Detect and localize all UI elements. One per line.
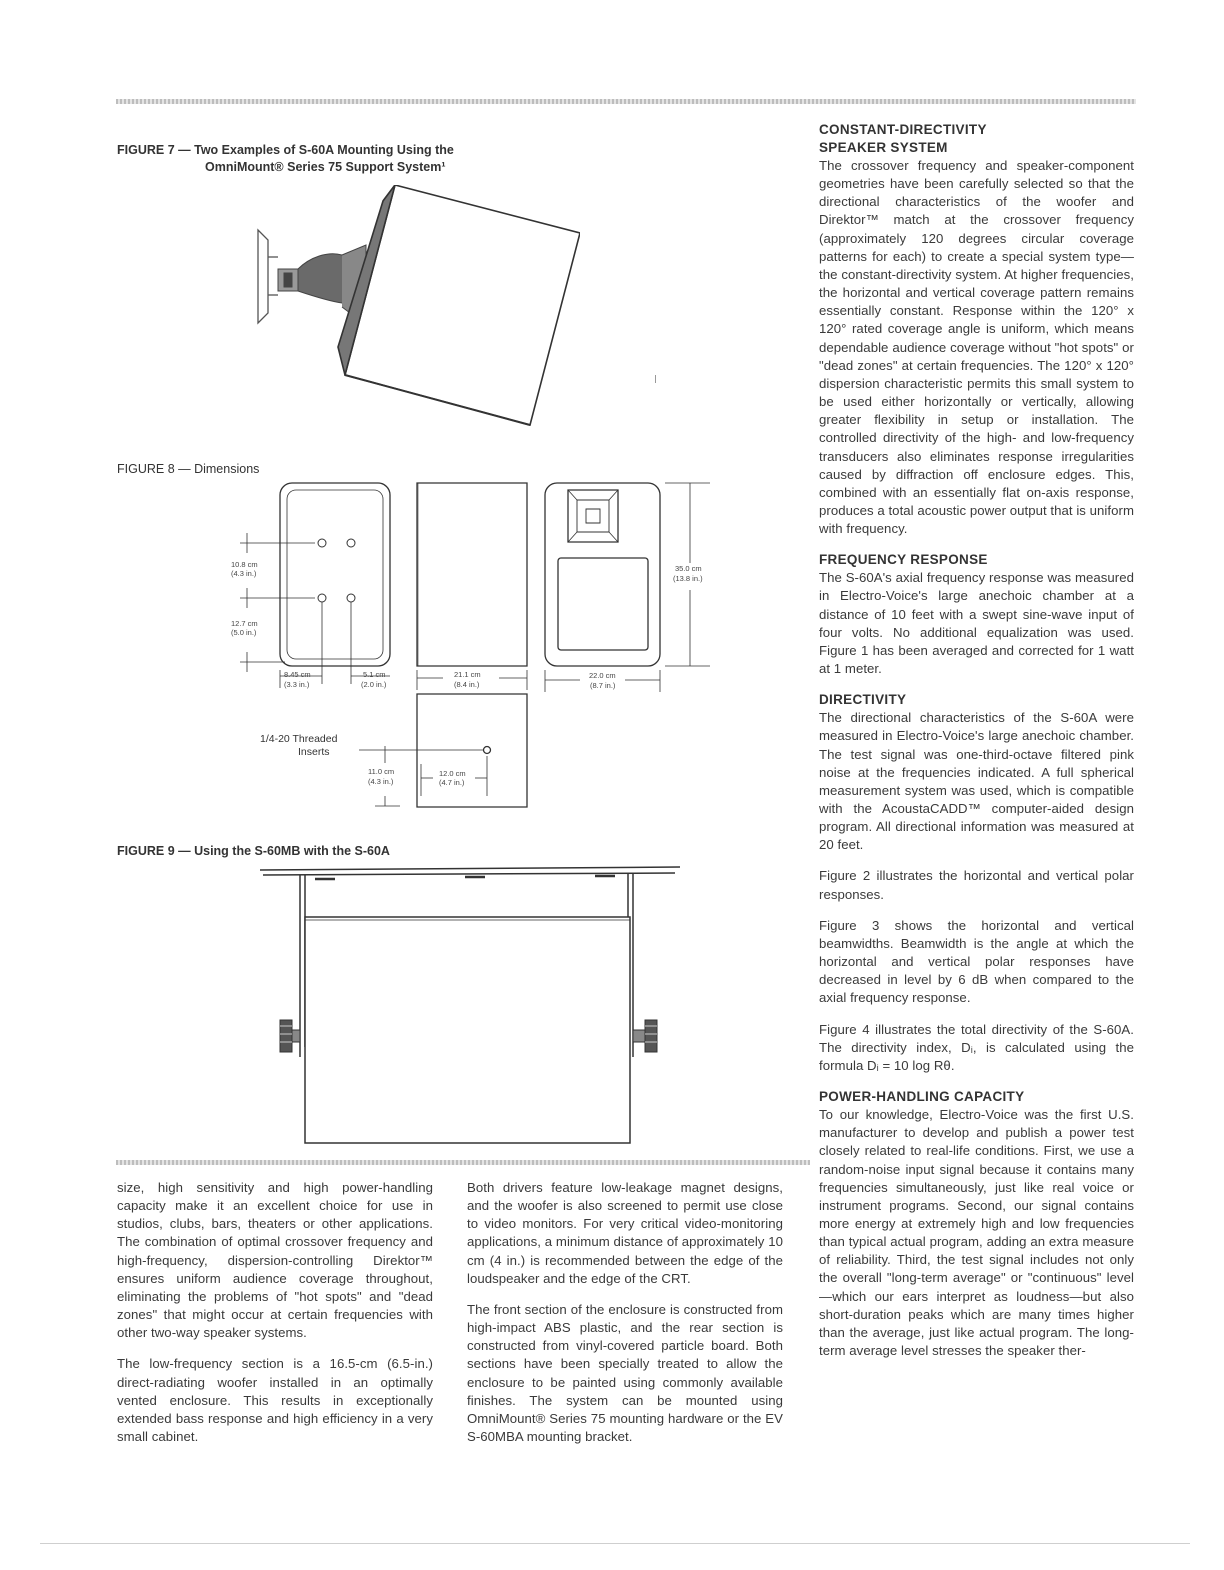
directivity-body-3: Figure 3 shows the horizontal and vertical beamwidths. Beamwidth is the angle at which the horizontal and vertical polar responses have decreased in level by 6 dB when compared to the axial frequency response. xyxy=(819,917,1134,1006)
dim-4-7-in: (4.7 in.) xyxy=(439,778,465,787)
side-view xyxy=(417,483,527,666)
dim-5-0-in: (5.0 in.) xyxy=(231,628,257,637)
directivity-heading: DIRECTIVITY xyxy=(819,692,907,708)
dim-3-3-in: (3.3 in.) xyxy=(284,680,310,689)
left-paragraph-1: size, high sensitivity and high power-handling capacity make it an excellent choice for use in studios, clubs, bars, theaters or other applications. The combination of optimal crossover frequency and high-frequency, dispersion-controlling Direktor™ ensures uniform audience coverage throughout, eliminating the problems of "hot spots" and "dead zones" that might occur at certain frequencies with other two-way speaker systems. xyxy=(117,1180,433,1341)
threaded-inserts-label-line2: Inserts xyxy=(298,746,330,758)
power-handling-body: To our knowledge, Electro-Voice was the first U.S. manufacturer to develop and publish a power test closely related to real-life conditions. First, we use a random-noise input signal because it contains many frequencies simultaneously, just like real voice or instrument programs. Second, our signal contains more energy at extremely high and low frequencies than typical actual program, adding an extra measure of reliability. Third, the test signal includes not only the overall "long-term average" or "continuous" level—which our ears interpret as loudness—but also short-duration peaks which are many times higher than the average, just like actual program. The long-term average level stresses the speaker ther- xyxy=(819,1107,1134,1359)
figure8-caption: FIGURE 8 — Dimensions xyxy=(117,462,260,476)
directivity-body-1: The directional characteristics of the S-60A were measured in Electro-Voice's large anechoic chamber. The test signal was one-third-octave filtered pink noise at the frequencies indicated. A full spherical measurement system was used, which is compatible with the AcoustaCADD™ computer-aided design program. All directional information was measured at 20 feet. xyxy=(819,710,1134,853)
directivity-body-2: Figure 2 illustrates the horizontal and vertical polar responses. xyxy=(819,868,1134,902)
left-column xyxy=(117,1179,433,1459)
middle-column xyxy=(467,1179,783,1459)
top-rule xyxy=(116,99,1136,104)
bottom-text-rule xyxy=(116,1160,810,1165)
figure7-caption xyxy=(117,142,537,176)
tilted-speaker xyxy=(338,185,580,425)
front-dim-lines xyxy=(545,483,710,692)
dim-10-8-cm: 10.8 cm xyxy=(231,560,258,569)
figure9-caption: FIGURE 9 — Using the S-60MB with the S-60A xyxy=(117,844,390,858)
dim-13-8-in: (13.8 in.) xyxy=(673,574,703,583)
dim-22-0-cm: 22.0 cm xyxy=(589,671,616,680)
bottom-dim-lines xyxy=(359,746,487,806)
dim-4-3-in: (4.3 in.) xyxy=(231,569,257,578)
threaded-inserts xyxy=(318,539,355,602)
figure7-caption-line1: Two Examples of S-60A Mounting Using the xyxy=(194,143,454,157)
bottom-view xyxy=(417,694,527,807)
dim-12-7-cm: 12.7 cm xyxy=(231,619,258,628)
dim-12-0-cm: 12.0 cm xyxy=(439,769,466,778)
dim-5-1-cm: 5.1 cm xyxy=(363,670,386,679)
figure8-dimensions-drawing xyxy=(225,478,715,808)
constant-directivity-section xyxy=(819,121,1134,538)
front-view xyxy=(545,483,660,666)
constant-directivity-body: The crossover frequency and speaker-component geometries have been carefully selected so that the directional characteristics of the woofer and Direktor™ match at the crossover frequency (approximately 120 degrees circular coverage patterns for each) to create a special system type—the constant-directivity system. At higher frequencies, the horizontal and vertical coverage pattern remains essentially constant. Response within the 120° x 120° rated coverage angle is uniform, which means dependable audience coverage without "hot spots" or "dead zones" at certain frequencies. The 120° x 120° dispersion characteristic permits this small system to be used either horizontally or vertically, allowing greater flexibility in setup or installation. The controlled directivity of the high- and low-frequency transducers also eliminates response irregularities caused by diffraction off enclosure edges. This, combined with an essentially flat on-axis response, produces a total acoustic power output that is uniform with frequency. xyxy=(819,158,1134,537)
dim-21-1-cm: 21.1 cm xyxy=(454,670,481,679)
wall-plate xyxy=(258,230,278,323)
power-handling-heading: POWER-HANDLING CAPACITY xyxy=(819,1089,1025,1105)
constant-directivity-heading-2: SPEAKER SYSTEM xyxy=(819,140,948,155)
right-column xyxy=(819,121,1134,1373)
frequency-response-heading: FREQUENCY RESPONSE xyxy=(819,552,988,568)
stray-mark xyxy=(655,375,656,383)
threaded-inserts-label-line1: 1/4-20 Threaded xyxy=(260,733,338,745)
dim-8-7-in: (8.7 in.) xyxy=(590,681,616,690)
figure7-caption-num: FIGURE 7 — xyxy=(117,143,191,157)
frequency-response-section xyxy=(819,551,1134,678)
middle-paragraph-2: The front section of the enclosure is constructed from high-impact ABS plastic, and the rear section is constructed from vinyl-covered particle board. Both sections have been specially treated to allow the enclosure to be painted using commonly available finishes. The system can be mounted using OmniMount® Series 75 mounting hardware or the EV S-60MBA mounting bracket. xyxy=(467,1301,783,1445)
rear-dim-lines xyxy=(240,533,390,688)
power-handling-section xyxy=(819,1088,1134,1360)
figure9-bracket-drawing xyxy=(255,862,685,1147)
dim-8-4-in: (8.4 in.) xyxy=(454,680,480,689)
dim-4-3-in-b: (4.3 in.) xyxy=(368,777,394,786)
figure7-mount-drawing xyxy=(250,185,580,445)
dim-11-0-cm: 11.0 cm xyxy=(368,767,395,776)
dim-8-45-cm: 8.45 cm xyxy=(284,670,311,679)
figure7-caption-line2: OmniMount® Series 75 Support System¹ xyxy=(205,160,446,174)
speaker-front xyxy=(305,917,630,1143)
rear-view xyxy=(280,483,390,666)
frequency-response-body: The S-60A's axial frequency response was measured in Electro-Voice's large anechoic chamber at a distance of 10 feet with a swept sine-wave input of four volts. No additional equalization was used. Figure 1 has been averaged and corrected for 1 watt at 1 meter. xyxy=(819,570,1134,677)
middle-paragraph-1: Both drivers feature low-leakage magnet designs, and the woofer is also screened to permit use close to video monitors. For very critical video-monitoring applications, a minimum distance of approximately 10 cm (4 in.) is recommended between the edge of the loudspeaker and the edge of the CRT. xyxy=(467,1180,783,1286)
directivity-section xyxy=(819,691,1134,1075)
dim-2-0-in: (2.0 in.) xyxy=(361,680,387,689)
footer-rule xyxy=(40,1543,1190,1544)
dim-35-0-cm: 35.0 cm xyxy=(675,564,702,573)
directivity-body-4: Figure 4 illustrates the total directivity of the S-60A. The directivity index, Dᵢ, is calculated using the formula Dᵢ = 10 log Rθ. xyxy=(819,1021,1134,1073)
left-paragraph-2: The low-frequency section is a 16.5-cm (6.5-in.) direct-radiating woofer installed in an optimally vented enclosure. This results in exceptionally extended bass response and high efficiency in a very small cabinet. xyxy=(117,1356,433,1445)
constant-directivity-heading-1: CONSTANT-DIRECTIVITY xyxy=(819,122,987,137)
